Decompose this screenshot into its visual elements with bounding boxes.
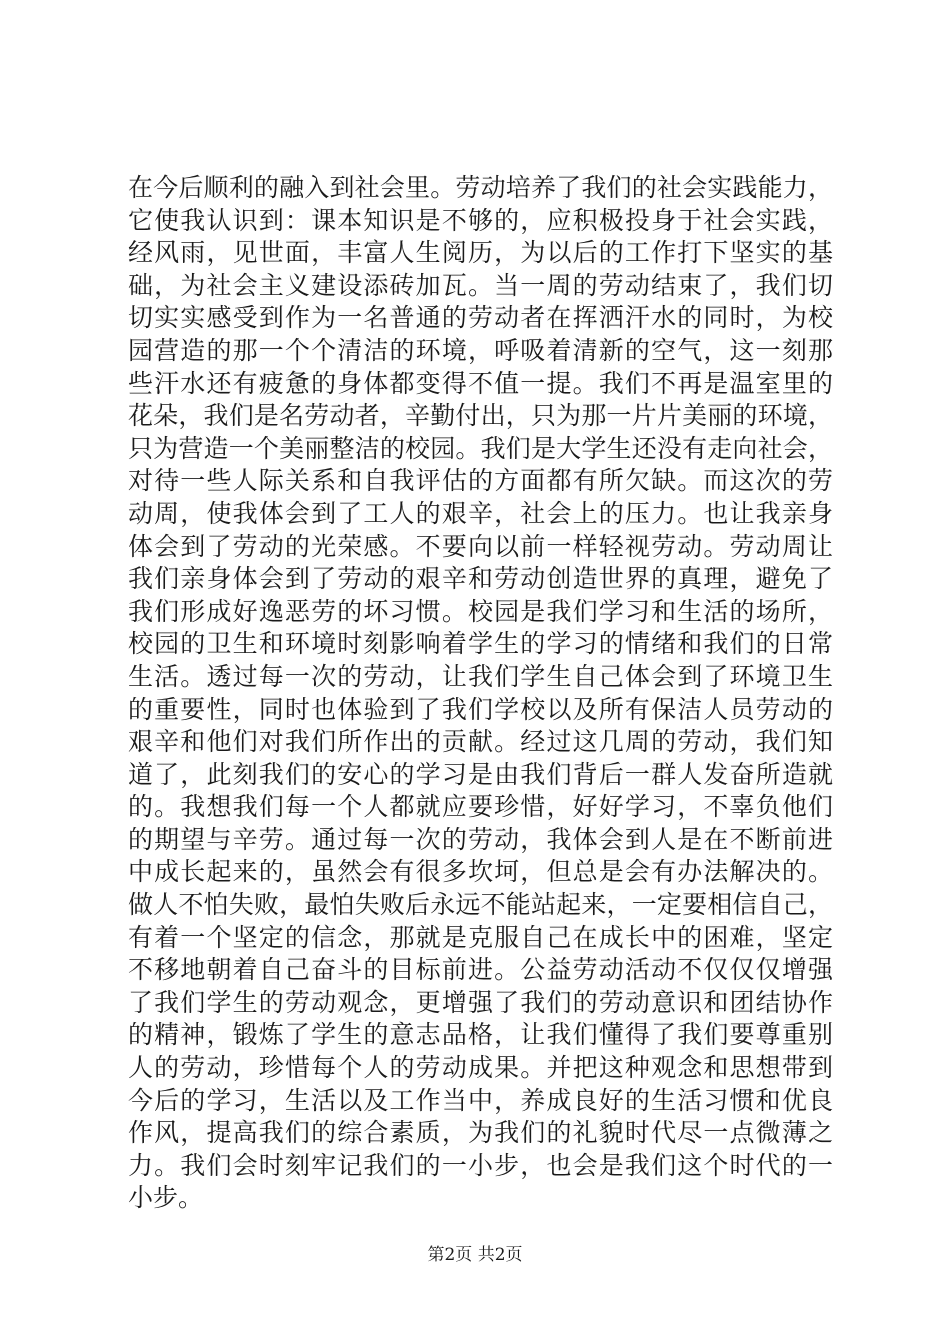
text-line: 只为营造一个美丽整洁的校园。我们是大学生还没有走向社会，	[128, 433, 833, 463]
text-line: 础，为社会主义建设添砖加瓦。当一周的劳动结束了，我们切	[128, 270, 833, 300]
text-line: 的期望与辛劳。通过每一次的劳动，我体会到人是在不断前进	[128, 824, 833, 854]
text-line: 在今后顺利的融入到社会里。劳动培养了我们的社会实践能力，	[128, 173, 833, 202]
text-line: 的。我想我们每一个人都就应要珍惜，好好学习，不辜负他们	[128, 792, 833, 822]
text-line: 切实实感受到作为一名普通的劳动者在挥洒汗水的同时，为校	[128, 303, 833, 333]
text-line: 些汗水还有疲惫的身体都变得不值一提。我们不再是温室里的	[128, 368, 833, 398]
text-line: 艰辛和他们对我们所作出的贡献。经过这几周的劳动，我们知	[128, 727, 833, 757]
text-line: 小步。	[128, 1183, 204, 1213]
text-line: 今后的学习，生活以及工作当中，养成良好的生活习惯和优良	[128, 1085, 833, 1115]
text-line: 做人不怕失败，最怕失败后永远不能站起来，一定要相信自己，	[128, 890, 833, 920]
text-line: 对待一些人际关系和自我评估的方面都有所欠缺。而这次的劳	[128, 466, 833, 496]
text-line: 我们形成好逸恶劳的坏习惯。校园是我们学习和生活的场所，	[128, 596, 833, 626]
text-line: 动周，使我体会到了工人的艰辛，社会上的压力。也让我亲身	[128, 498, 833, 528]
text-line: 的精神，锻炼了学生的意志品格，让我们懂得了我们要尊重别	[128, 1020, 833, 1050]
text-line: 力。我们会时刻牢记我们的一小步，也会是我们这个时代的一	[128, 1150, 833, 1180]
text-line: 有着一个坚定的信念，那就是克服自己在成长中的困难，坚定	[128, 922, 833, 952]
text-line: 园营造的那一个个清洁的环境，呼吸着清新的空气，这一刻那	[128, 335, 833, 365]
text-line: 生活。透过每一次的劳动，让我们学生自己体会到了环境卫生	[128, 661, 833, 691]
page-number-footer: 第2页 共2页	[427, 1245, 523, 1265]
text-line: 它使我认识到：课本知识是不够的，应积极投身于社会实践，	[128, 205, 833, 235]
text-line: 的重要性，同时也体验到了我们学校以及所有保洁人员劳动的	[128, 694, 833, 724]
text-line: 体会到了劳动的光荣感。不要向以前一样轻视劳动。劳动周让	[128, 531, 833, 561]
text-line: 不移地朝着自己奋斗的目标前进。公益劳动活动不仅仅仅增强	[128, 955, 833, 985]
body-paragraph	[128, 172, 833, 1215]
text-line: 道了，此刻我们的安心的学习是由我们背后一群人发奋所造就	[128, 759, 833, 789]
text-line: 经风雨，见世面，丰富人生阅历，为以后的工作打下坚实的基	[128, 238, 833, 268]
text-line: 中成长起来的，虽然会有很多坎坷，但总是会有办法解决的。	[128, 857, 833, 887]
text-line: 校园的卫生和环境时刻影响着学生的学习的情绪和我们的日常	[128, 629, 833, 659]
text-line: 花朵，我们是名劳动者，辛勤付出，只为那一片片美丽的环境，	[128, 401, 833, 431]
text-line: 我们亲身体会到了劳动的艰辛和劳动创造世界的真理，避免了	[128, 564, 833, 594]
text-line: 了我们学生的劳动观念，更增强了我们的劳动意识和团结协作	[128, 987, 833, 1017]
text-line: 人的劳动，珍惜每个人的劳动成果。并把这种观念和思想带到	[128, 1053, 833, 1083]
text-line: 作风，提高我们的综合素质，为我们的礼貌时代尽一点微薄之	[128, 1118, 833, 1148]
